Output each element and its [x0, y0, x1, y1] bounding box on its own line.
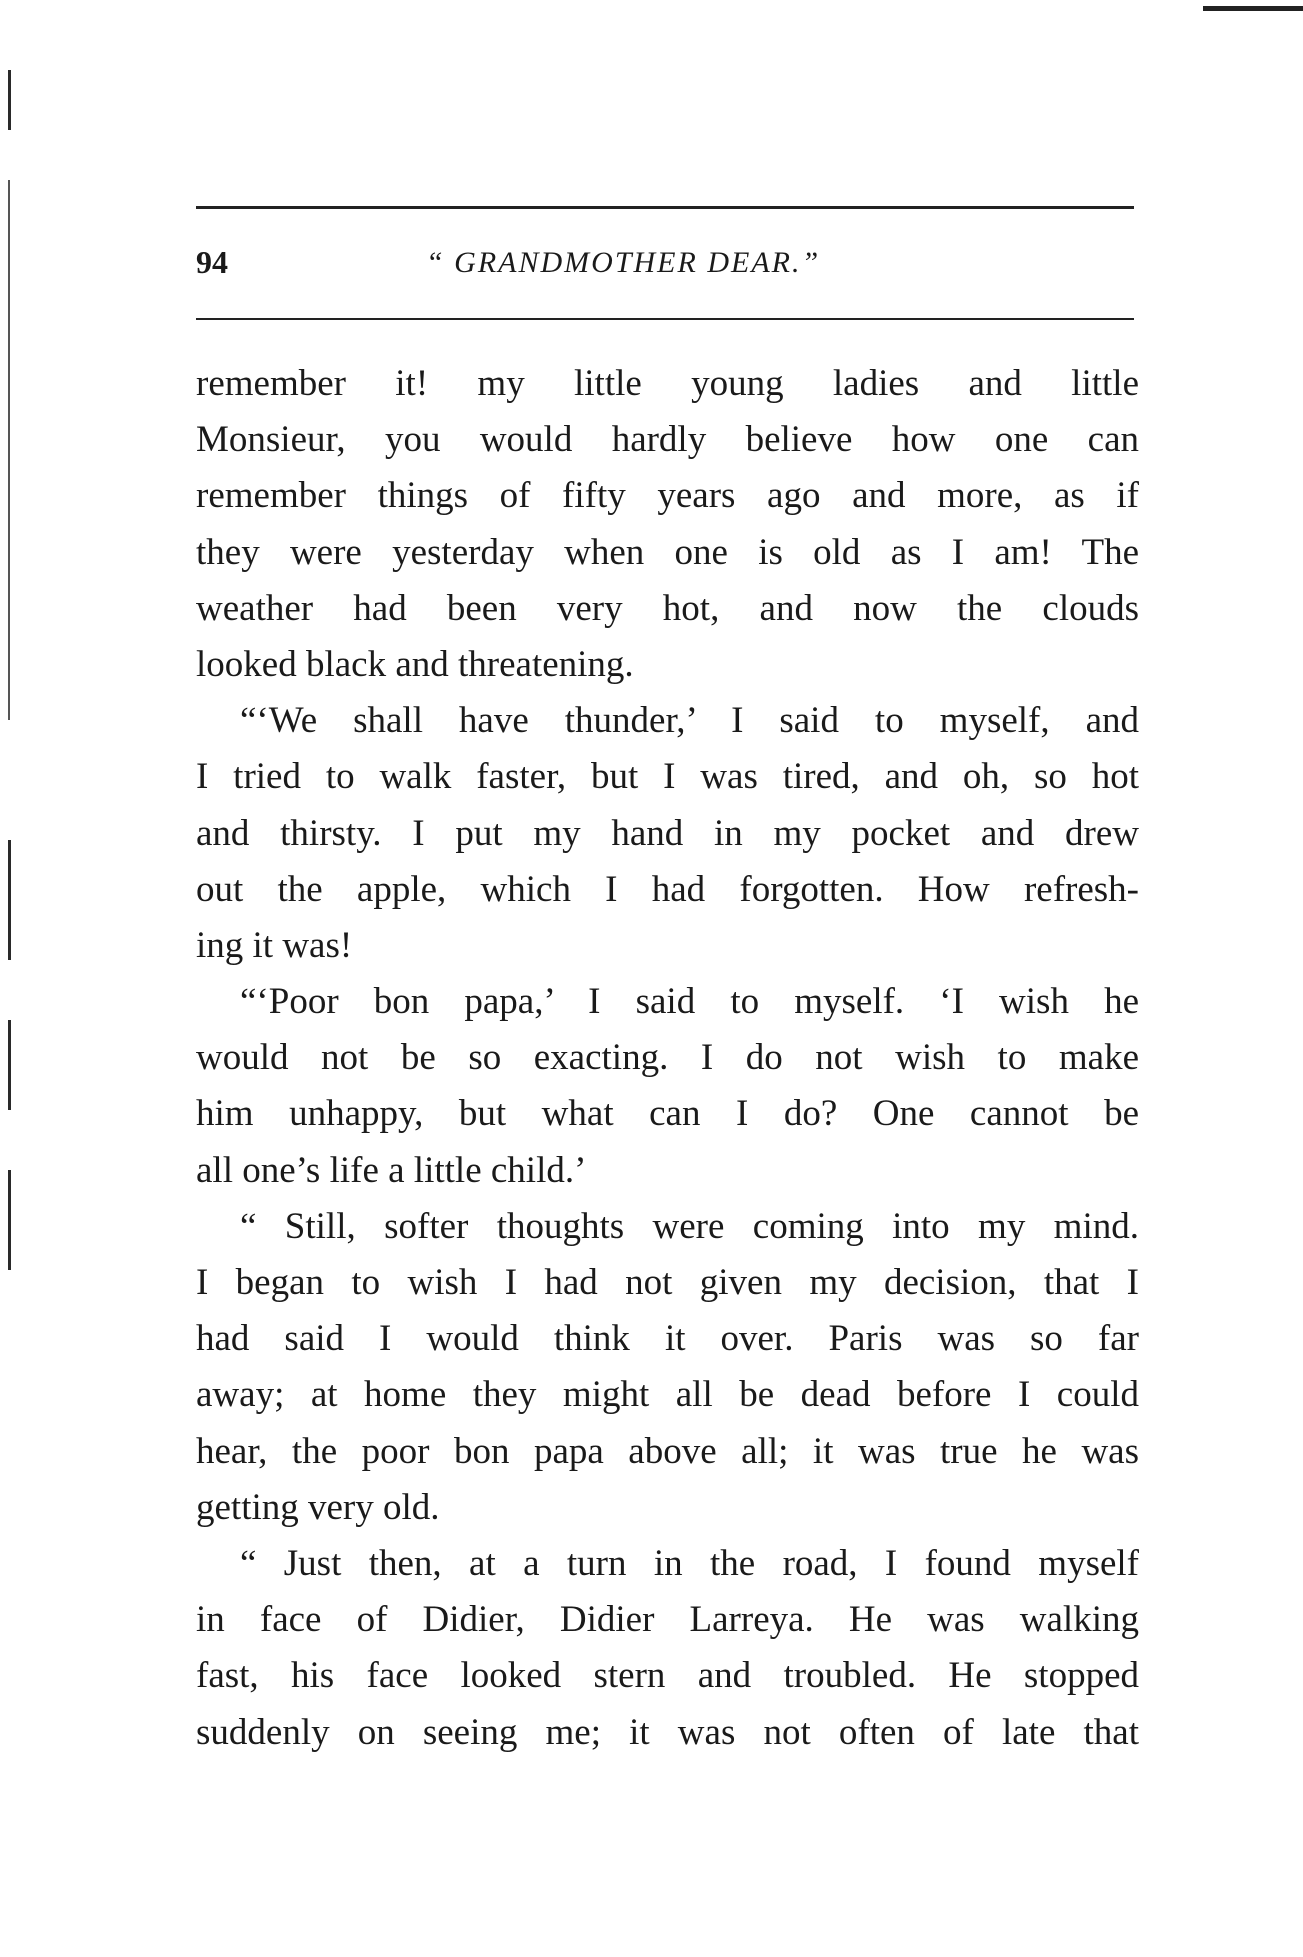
body-text — [196, 356, 1139, 1761]
text-line: they were yesterday when one is old as I am! The — [196, 531, 1139, 573]
text-line: all one’s life a little child.’ — [196, 1149, 587, 1191]
running-title: “ GRANDMOTHER DEAR.” — [426, 246, 821, 279]
page-header — [196, 244, 1134, 284]
text-line: I tried to walk faster, but I was tired, and oh, so hot — [196, 756, 1139, 798]
text-line: had said I would think it over. Paris was so far — [196, 1318, 1139, 1360]
text-line: suddenly on seeing me; it was not often of late that — [196, 1711, 1139, 1753]
scan-edge-mark — [8, 70, 11, 130]
scan-edge-mark — [8, 1170, 11, 1270]
text-line: “ Still, softer thoughts were coming into my mind. — [240, 1205, 1139, 1247]
text-line: ing it was! — [196, 924, 353, 966]
text-line: “ Just then, at a turn in the road, I found myself — [240, 1542, 1139, 1584]
scan-edge-mark — [8, 180, 10, 720]
scan-edge-mark — [1203, 6, 1303, 11]
page-number: 94 — [196, 244, 228, 280]
text-line: hear, the poor bon papa above all; it was true he was — [196, 1430, 1139, 1472]
text-line: I began to wish I had not given my decision, that I — [196, 1262, 1139, 1303]
text-line: remember things of fifty years ago and more, as if — [196, 475, 1139, 517]
scan-edge-mark — [8, 840, 11, 960]
scan-edge-mark — [8, 1020, 11, 1110]
text-line: away; at home they might all be dead before I could — [196, 1374, 1139, 1416]
header-bottom-rule — [196, 318, 1134, 320]
text-line: in face of Didier, Didier Larreya. He was walking — [196, 1599, 1139, 1641]
text-line: getting very old. — [196, 1486, 440, 1528]
text-line: fast, his face looked stern and troubled. He stopped — [196, 1655, 1139, 1697]
text-line: out the apple, which I had forgotten. How refresh- — [196, 868, 1139, 910]
text-line: “‘Poor bon papa,’ I said to myself. ‘I wish he — [240, 981, 1139, 1023]
text-line: remember it! my little young ladies and little — [196, 363, 1139, 404]
text-line: weather had been very hot, and now the clouds — [196, 587, 1139, 629]
text-line: looked black and threatening. — [196, 643, 634, 685]
text-line: him unhappy, but what can I do? One cannot be — [196, 1093, 1139, 1135]
text-line: and thirsty. I put my hand in my pocket and drew — [196, 812, 1139, 854]
text-line: Monsieur, you would hardly believe how one can — [196, 419, 1139, 461]
text-line: would not be so exacting. I do not wish to make — [196, 1037, 1139, 1079]
header-top-rule — [196, 206, 1134, 209]
text-line: “‘We shall have thunder,’ I said to myself, and — [240, 700, 1139, 742]
